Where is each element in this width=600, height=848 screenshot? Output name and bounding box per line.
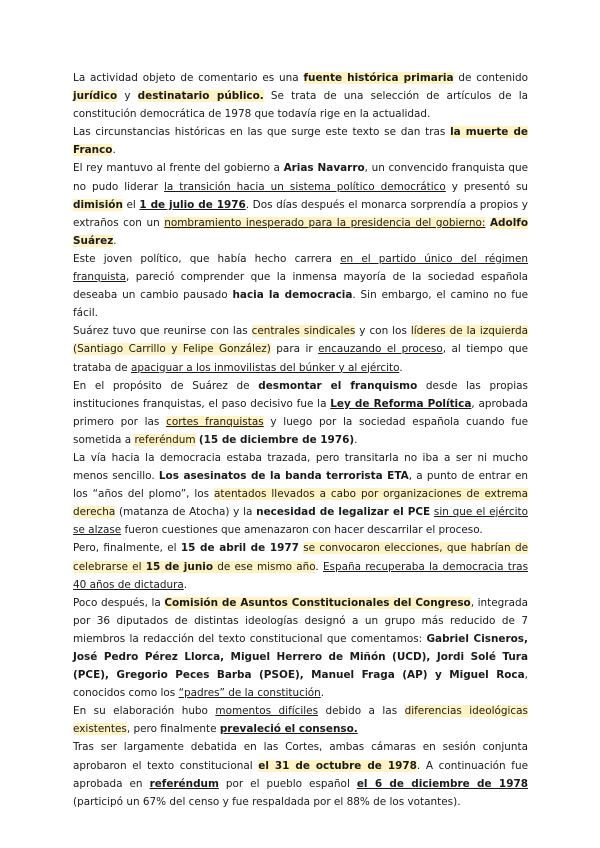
highlight-referendum: referéndum (134, 433, 196, 446)
paragraph-political-reform (73, 377, 528, 449)
text-run: , un convencido franquista que no pudo liderar (73, 162, 528, 193)
paragraph-arias-navarro (73, 159, 528, 249)
bold-date-dec-1976: (15 de diciembre de 1976) (198, 433, 355, 446)
text-run: y luego por la sociedad española cuando fue sometida a (73, 415, 528, 446)
highlight-legal: jurídico (73, 90, 118, 103)
highlight-far-right-attacks: atentados llevados a cabo por organizaciones de extrema derecha (73, 488, 528, 519)
highlight-adolfo-suarez: Adolfo Suárez (73, 216, 528, 247)
underline-single-party: en el partido único del régimen franquista (73, 252, 528, 284)
underline-appease-bunker: apaciguar a los inmovilistas del búnker y al ejército (130, 361, 400, 374)
paragraph-context (73, 123, 528, 159)
highlight-date-oct-1978: el 31 de octubre de 1978 (258, 759, 417, 772)
text-run: , conocidos como los (73, 669, 528, 700)
paragraph-elaboration (73, 702, 528, 738)
highlight-appointment: nombramiento inesperado para la presidencia del gobierno: (164, 216, 486, 229)
text-run: , pero finalmente (126, 723, 220, 736)
text-run: para ir (270, 343, 319, 356)
text-run: , a punto de entrar en los “años del plomo”, los (73, 470, 528, 501)
underline-consensus: prevaleció el consenso. (219, 723, 358, 736)
bold-eta-murders: Los asesinatos de la banda terrorista ETA (158, 470, 409, 483)
underline-referendum: referéndum (149, 777, 219, 790)
underline-army-uprising: sin que el ejército se alzase (73, 506, 529, 537)
highlight-elections-called: se convocaron elecciones, que habrían de celebrarse el (73, 542, 529, 573)
bold-date-april-1977: 15 de abril de 1977 (180, 542, 299, 555)
paragraph-commission (73, 594, 528, 703)
highlight-constitutional-commission: Comisión de Asuntos Constitucionales del Congreso (164, 596, 471, 609)
text-run: y (117, 90, 138, 103)
paragraph-intro (73, 69, 528, 123)
text-run: , pareció comprender que la inmensa mayoría de la sociedad española deseaba un cambio pausado (73, 271, 528, 302)
text-run: Se trata de una selección de artículos de la constitución democrática de 1978 que todavía rige en la actualidad. (73, 90, 529, 121)
text-run: En su elaboración hubo (73, 705, 216, 718)
highlight-dimision: dimisión (73, 198, 123, 211)
document-body (73, 69, 528, 811)
paragraph-approval (73, 738, 528, 810)
underline-transition: la transición hacia un sistema político democrático (164, 180, 446, 193)
highlight-public-recipient: destinatario público. (137, 90, 264, 103)
text-run: debido a las (318, 705, 405, 718)
text-run: , integrada por 36 diputados de distintas ideologías designó a un grupo más reducido de 7 miembros la redacción del texto constitucional que comentamos: (73, 596, 528, 645)
underline-channeling-process: encauzando el proceso (318, 343, 443, 356)
text-run: . (113, 234, 117, 247)
text-run: Pero, finalmente, el (73, 542, 181, 555)
text-run: desde las propias instituciones franquistas, el paso decisivo fue la (73, 379, 528, 410)
text-run: , aprobada primero por las (73, 397, 528, 428)
text-run: . A continuación fue aprobada en (73, 759, 528, 790)
text-run: (matanza de Atocha) y la (115, 506, 257, 519)
bold-founding-fathers-names: Gabriel Cisneros, José Pedro Pérez Llorca, Miguel Herrero de Miñón (UCD), Jordi Solé Tura (PCE), Gregorio Peces Barba (PSOE), Manuel Fraga (AP) y Miguel Roca (73, 632, 528, 682)
underline-date-dec-1978: el 6 de diciembre de 1978 (356, 777, 528, 790)
bold-legalize-pce: necesidad de legalizar el PCE (256, 506, 431, 519)
highlight-francoist-cortes: cortes franquistas (166, 415, 264, 428)
text-run: Suárez tuvo que reunirse con las (73, 325, 252, 338)
text-run: . (354, 433, 358, 446)
underline-difficult-moments: momentos difíciles (215, 705, 319, 718)
paragraph-difficulties (73, 449, 528, 539)
underline-democracy-recovered: España recuperaba la democracia tras 40 años de dictadura (73, 560, 529, 591)
text-run: La actividad objeto de comentario es una (73, 72, 304, 84)
highlight-june-15: 15 de junio (145, 560, 213, 573)
text-run: . (183, 578, 188, 591)
underline-reform-law: Ley de Reforma Política (330, 397, 472, 410)
highlight-unions: centrales sindicales (251, 325, 356, 338)
highlight-death-franco: la muerte de Franco (73, 126, 528, 157)
text-run: . Dos días después el monarca sorprendía a propios y extraños con un (73, 198, 528, 229)
text-run: . Sin embargo, el camino no fue fácil. (73, 289, 528, 320)
text-run: Tras ser largamente debatida en las Cortes, ambas cámaras en sesión conjunta aprobaron el texto constitucional (73, 741, 528, 772)
text-run: El rey mantuvo al frente del gobierno a (73, 162, 284, 175)
text-run: de contenido (453, 72, 528, 84)
text-run: Las circunstancias históricas en las que surge este texto se dan tras (73, 126, 451, 139)
text-run: , al tiempo que trataba de (73, 343, 528, 374)
text-run: En el propósito de Suárez de (73, 379, 259, 392)
text-run: por el pueblo español (218, 777, 357, 790)
highlight-primary-source: fuente histórica primaria (303, 72, 454, 84)
underline-fathers-constitution: “padres” de la constitución (178, 687, 321, 700)
text-run: y presentó su (445, 180, 528, 193)
bold-towards-democracy: hacia la democracia (232, 289, 353, 302)
text-run: (participó un 67% del censo y fue respaldada por el 88% de los votantes). (73, 795, 461, 808)
text-run: Este joven político, que había hecho carrera (73, 252, 341, 265)
highlight-same-year: de ese mismo año (213, 560, 316, 573)
text-run: Poco después, la (73, 596, 165, 609)
text-run: y con los (355, 325, 411, 338)
text-run: La vía hacia la democracia estaba trazada, pero transitarla no iba a ser ni mucho menos sencillo. (73, 451, 528, 483)
text-run: fueron cuestiones que amenazaron con hacer descarrilar el proceso. (121, 524, 483, 537)
highlight-ideological-differences: diferencias ideológicas existentes (73, 705, 528, 736)
highlight-left-leaders: líderes de la izquierda (Santiago Carrillo y Felipe González) (73, 325, 528, 356)
bold-arias-navarro: Arias Navarro (283, 162, 365, 175)
text-run: . (315, 560, 323, 573)
paragraph-elections (73, 539, 528, 593)
text-run: . (320, 687, 325, 700)
text-run: . (112, 144, 116, 157)
underline-date-july-1976: 1 de julio de 1976 (139, 198, 246, 211)
paragraph-young-politician (73, 250, 528, 322)
paragraph-suarez-meetings (73, 322, 528, 376)
text-run: el (122, 198, 140, 211)
bold-dismantle-francoism: desmontar el franquismo (258, 379, 418, 392)
text-run: . (399, 361, 403, 374)
